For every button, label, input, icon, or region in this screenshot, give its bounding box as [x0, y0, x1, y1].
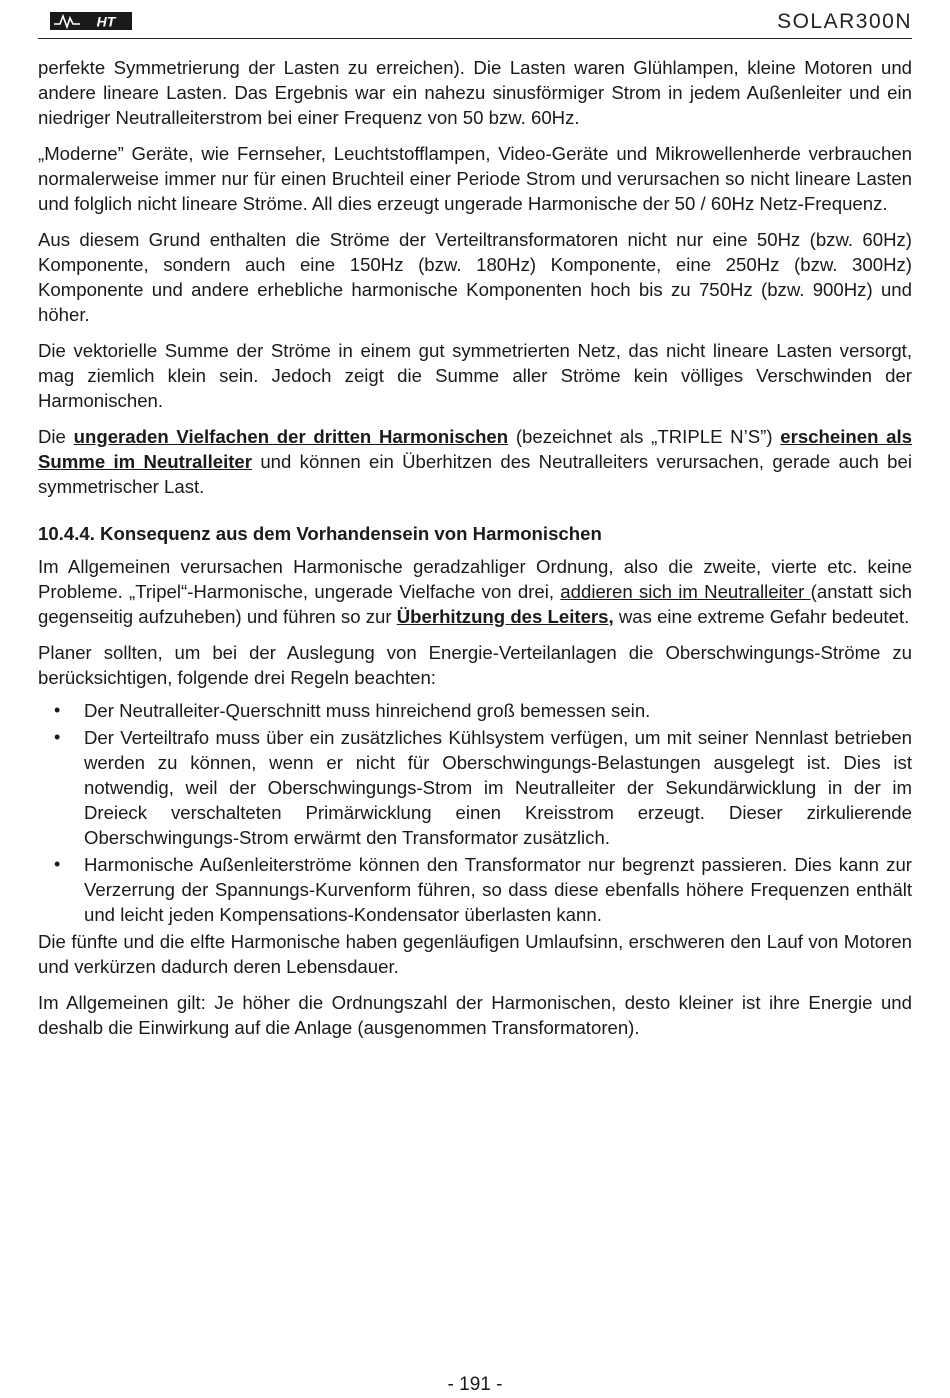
ht-logo-icon: [50, 12, 132, 30]
p5-text-e: und können ein Überhitzen des Neutralleiters verursachen, gerade auch bei symmetrischer Last.: [38, 451, 912, 497]
paragraph-3: Aus diesem Grund enthalten die Ströme der Verteiltransformatoren nicht nur eine 50Hz (bzw. 60Hz) Komponente, sondern auch eine 150Hz (bzw. 180Hz) Komponente, eine 250Hz (bzw. 300Hz) Komponente und andere erhebliche harmonische Komponenten hoch bis zu 750Hz (bzw. 900Hz) und höher.: [38, 229, 912, 325]
p6-text-c: (anstatt sich gegenseitig aufzuheben) und führen so zur: [38, 581, 912, 627]
p6-emphasis-overheating: Überhitzung des Leiters,: [396, 606, 614, 627]
p6-text-e: was eine extreme Gefahr bedeutet.: [613, 606, 910, 627]
p5-text-c: (bezeichnet als „TRIPLE N’S”): [508, 426, 781, 447]
list-item: • Der Neutralleiter-Querschnitt muss hinreichend groß bemessen sein.: [38, 698, 912, 723]
list-item: • Harmonische Außenleiterströme können den Transformator nur begrenzt passieren. Dies kann zur Verzerrung der Spannungs-Kurvenform führen, so dass diese ebenfalls höhere Frequenzen enthält und leicht jeden Kompensations-Kondensator überlasten kann.: [38, 852, 912, 927]
p5-text-a: Die: [38, 426, 74, 447]
page-number: - 191 -: [447, 1374, 503, 1395]
ht-logo: [50, 12, 132, 30]
section-heading: 10.4.4. Konsequenz aus dem Vorhandensein von Harmonischen: [38, 523, 602, 544]
page-content: [38, 55, 912, 1051]
paragraph-6: [38, 554, 912, 629]
logo-text: HT: [96, 13, 116, 30]
paragraph-9: Im Allgemeinen gilt: Je höher die Ordnungszahl der Harmonischen, desto kleiner ist ihre Energie und deshalb die Einwirkung auf die Anlage (ausgenommen Transformatoren).: [38, 992, 912, 1038]
paragraph-8: Die fünfte und die elfte Harmonische haben gegenläufigen Umlaufsinn, erschweren den Lauf von Motoren und verkürzen dadurch deren Lebensdauer.: [38, 931, 912, 977]
paragraph-2: „Moderne” Geräte, wie Fernseher, Leuchtstofflampen, Video-Geräte und Mikrowellenherde verbrauchen normalerweise immer nur für einen Bruchteil einer Periode Strom und verursachen so nicht lineare Lasten und folglich nicht lineare Ströme. All dies erzeugt ungerade Harmonische der 50 / 60Hz Netz-Frequenz.: [38, 143, 912, 214]
rules-list: [38, 698, 912, 927]
paragraph-5: [38, 424, 912, 499]
p5-emphasis-neutral-sum: erscheinen als Summe im Neutralleiter: [38, 426, 912, 472]
p6-text-a: Im Allgemeinen verursachen Harmonische geradzahliger Ordnung, also die zweite, vierte etc. keine Probleme. „Tripel“-Harmonische, ungerade Vielfache von drei,: [38, 556, 912, 602]
paragraph-4: Die vektorielle Summe der Ströme in einem gut symmetrierten Netz, das nicht lineare Lasten versorgt, mag ziemlich klein sein. Jedoch zeigt die Summe aller Ströme kein völliges Verschwinden der Harmonischen.: [38, 340, 912, 411]
list-item: • Der Verteiltrafo muss über ein zusätzliches Kühlsystem verfügen, um mit seiner Nennlast betrieben werden zu können, wenn er nicht für Oberschwingungs-Belastungen ausgelegt ist. Dies ist notwendig, weil der Oberschwingungs-Strom im Neutralleiter der Sekundärwicklung in der im Dreieck verschalteten Primärwicklung einen Kreisstrom erzeugt. Dieser zirkulierende Oberschwingungs-Strom erwärmt den Transformator zusätzlich.: [38, 725, 912, 850]
p5-emphasis-triple-n: ungeraden Vielfachen der dritten Harmonischen: [73, 426, 509, 447]
paragraph-1: perfekte Symmetrierung der Lasten zu erreichen). Die Lasten waren Glühlampen, kleine Motoren und andere lineare Lasten. Das Ergebnis war ein nahezu sinusförmiger Strom in jedem Außenleiter und ein niedriger Neutralleiterstrom bei einer Frequenz von 50 bzw. 60Hz.: [38, 57, 912, 128]
p6-underline-neutral: addieren sich im Neutralleiter: [560, 581, 811, 602]
paragraph-7: Planer sollten, um bei der Auslegung von Energie-Verteilanlagen die Oberschwingungs-Ströme zu berücksichtigen, folgende drei Regeln beachten:: [38, 642, 912, 688]
page-header: [38, 6, 912, 39]
model-name: SOLAR300N: [777, 10, 912, 33]
